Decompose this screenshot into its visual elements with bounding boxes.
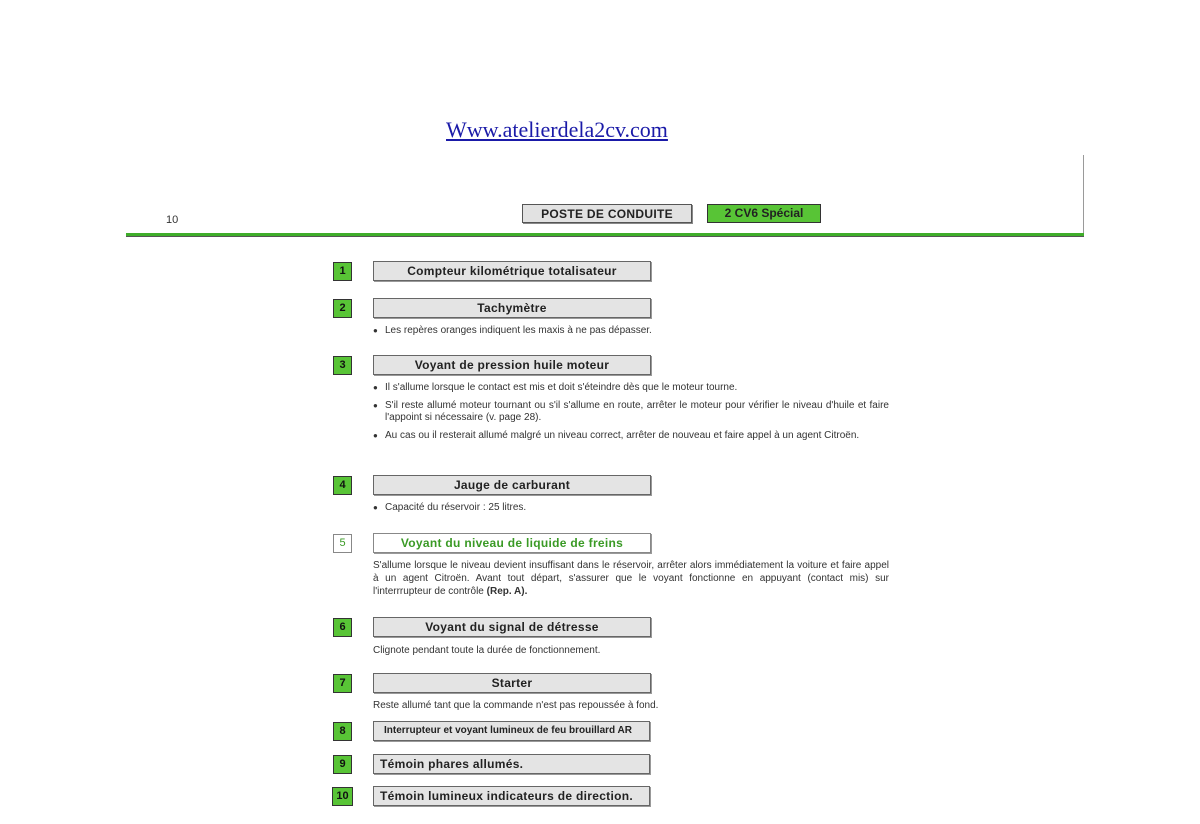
bullet-text: ● Les repères oranges indiquent les maxis à ne pas dépasser. [373,325,893,337]
item-title-6: Voyant du signal de détresse [373,617,651,637]
item-title-1: Compteur kilométrique totalisateur [373,261,651,281]
item-bullets-4 [373,502,893,520]
item-title-9: Témoin phares allumés. [373,754,650,774]
item-number-4: 4 [333,476,352,495]
item-title-7: Starter [373,673,651,693]
item-title-4: Jauge de carburant [373,475,651,495]
item-text-7: Reste allumé tant que la commande n'est pas repoussée à fond. [373,700,659,711]
item-title-3: Voyant de pression huile moteur [373,355,651,375]
item-number-6: 6 [333,618,352,637]
item-number-5: 5 [333,534,352,553]
bullet-text: ● Il s'allume lorsque le contact est mis et doit s'éteindre dès que le moteur tourne. [373,382,889,394]
page-number: 10 [166,214,179,226]
item-bullets-3 [373,382,889,448]
item-title-8: Interrupteur et voyant lumineux de feu brouillard AR [373,721,650,741]
item-text-5 [373,559,889,598]
item-number-10: 10 [332,787,353,806]
section-title: POSTE DE CONDUITE [522,204,692,223]
bullet-text: ● Capacité du réservoir : 25 litres. [373,502,893,514]
item-number-8: 8 [333,722,352,741]
header-rule-shadow [126,236,1084,237]
model-badge: 2 CV6 Spécial [707,204,821,223]
item-bullets-2 [373,325,893,343]
item-title-5: Voyant du niveau de liquide de freins [373,533,651,553]
item-number-1: 1 [333,262,352,281]
item-title-10: Témoin lumineux indicateurs de direction. [373,786,650,806]
bullet-text: ● Au cas ou il resterait allumé malgré un niveau correct, arrêter de nouveau et faire appel à un agent Citroën. [373,430,889,442]
page-edge-line [1083,155,1084,235]
item-title-2: Tachymètre [373,298,651,318]
item-text-ref: (Rep. A). [486,586,528,597]
item-number-9: 9 [333,755,352,774]
item-number-7: 7 [333,674,352,693]
item-text-body: S'allume lorsque le niveau devient insuffisant dans le réservoir, arrêter alors immédiatement la voiture et faire appel à un agent Citroën. Avant tout départ, s'assurer que le voyant fonctionne en appuyant (contact mis) sur l'interrrupteur de contrôle [373,560,889,597]
bullet-text: ● S'il reste allumé moteur tournant ou s'il s'allume en route, arrêter le moteur pour vérifier le niveau d'huile et faire l'appoint si nécessaire (v. page 28). [373,400,889,424]
item-number-2: 2 [333,299,352,318]
site-link[interactable]: Www.atelierdela2cv.com [446,117,668,142]
item-text-6: Clignote pendant toute la durée de fonctionnement. [373,645,601,656]
item-number-3: 3 [333,356,352,375]
